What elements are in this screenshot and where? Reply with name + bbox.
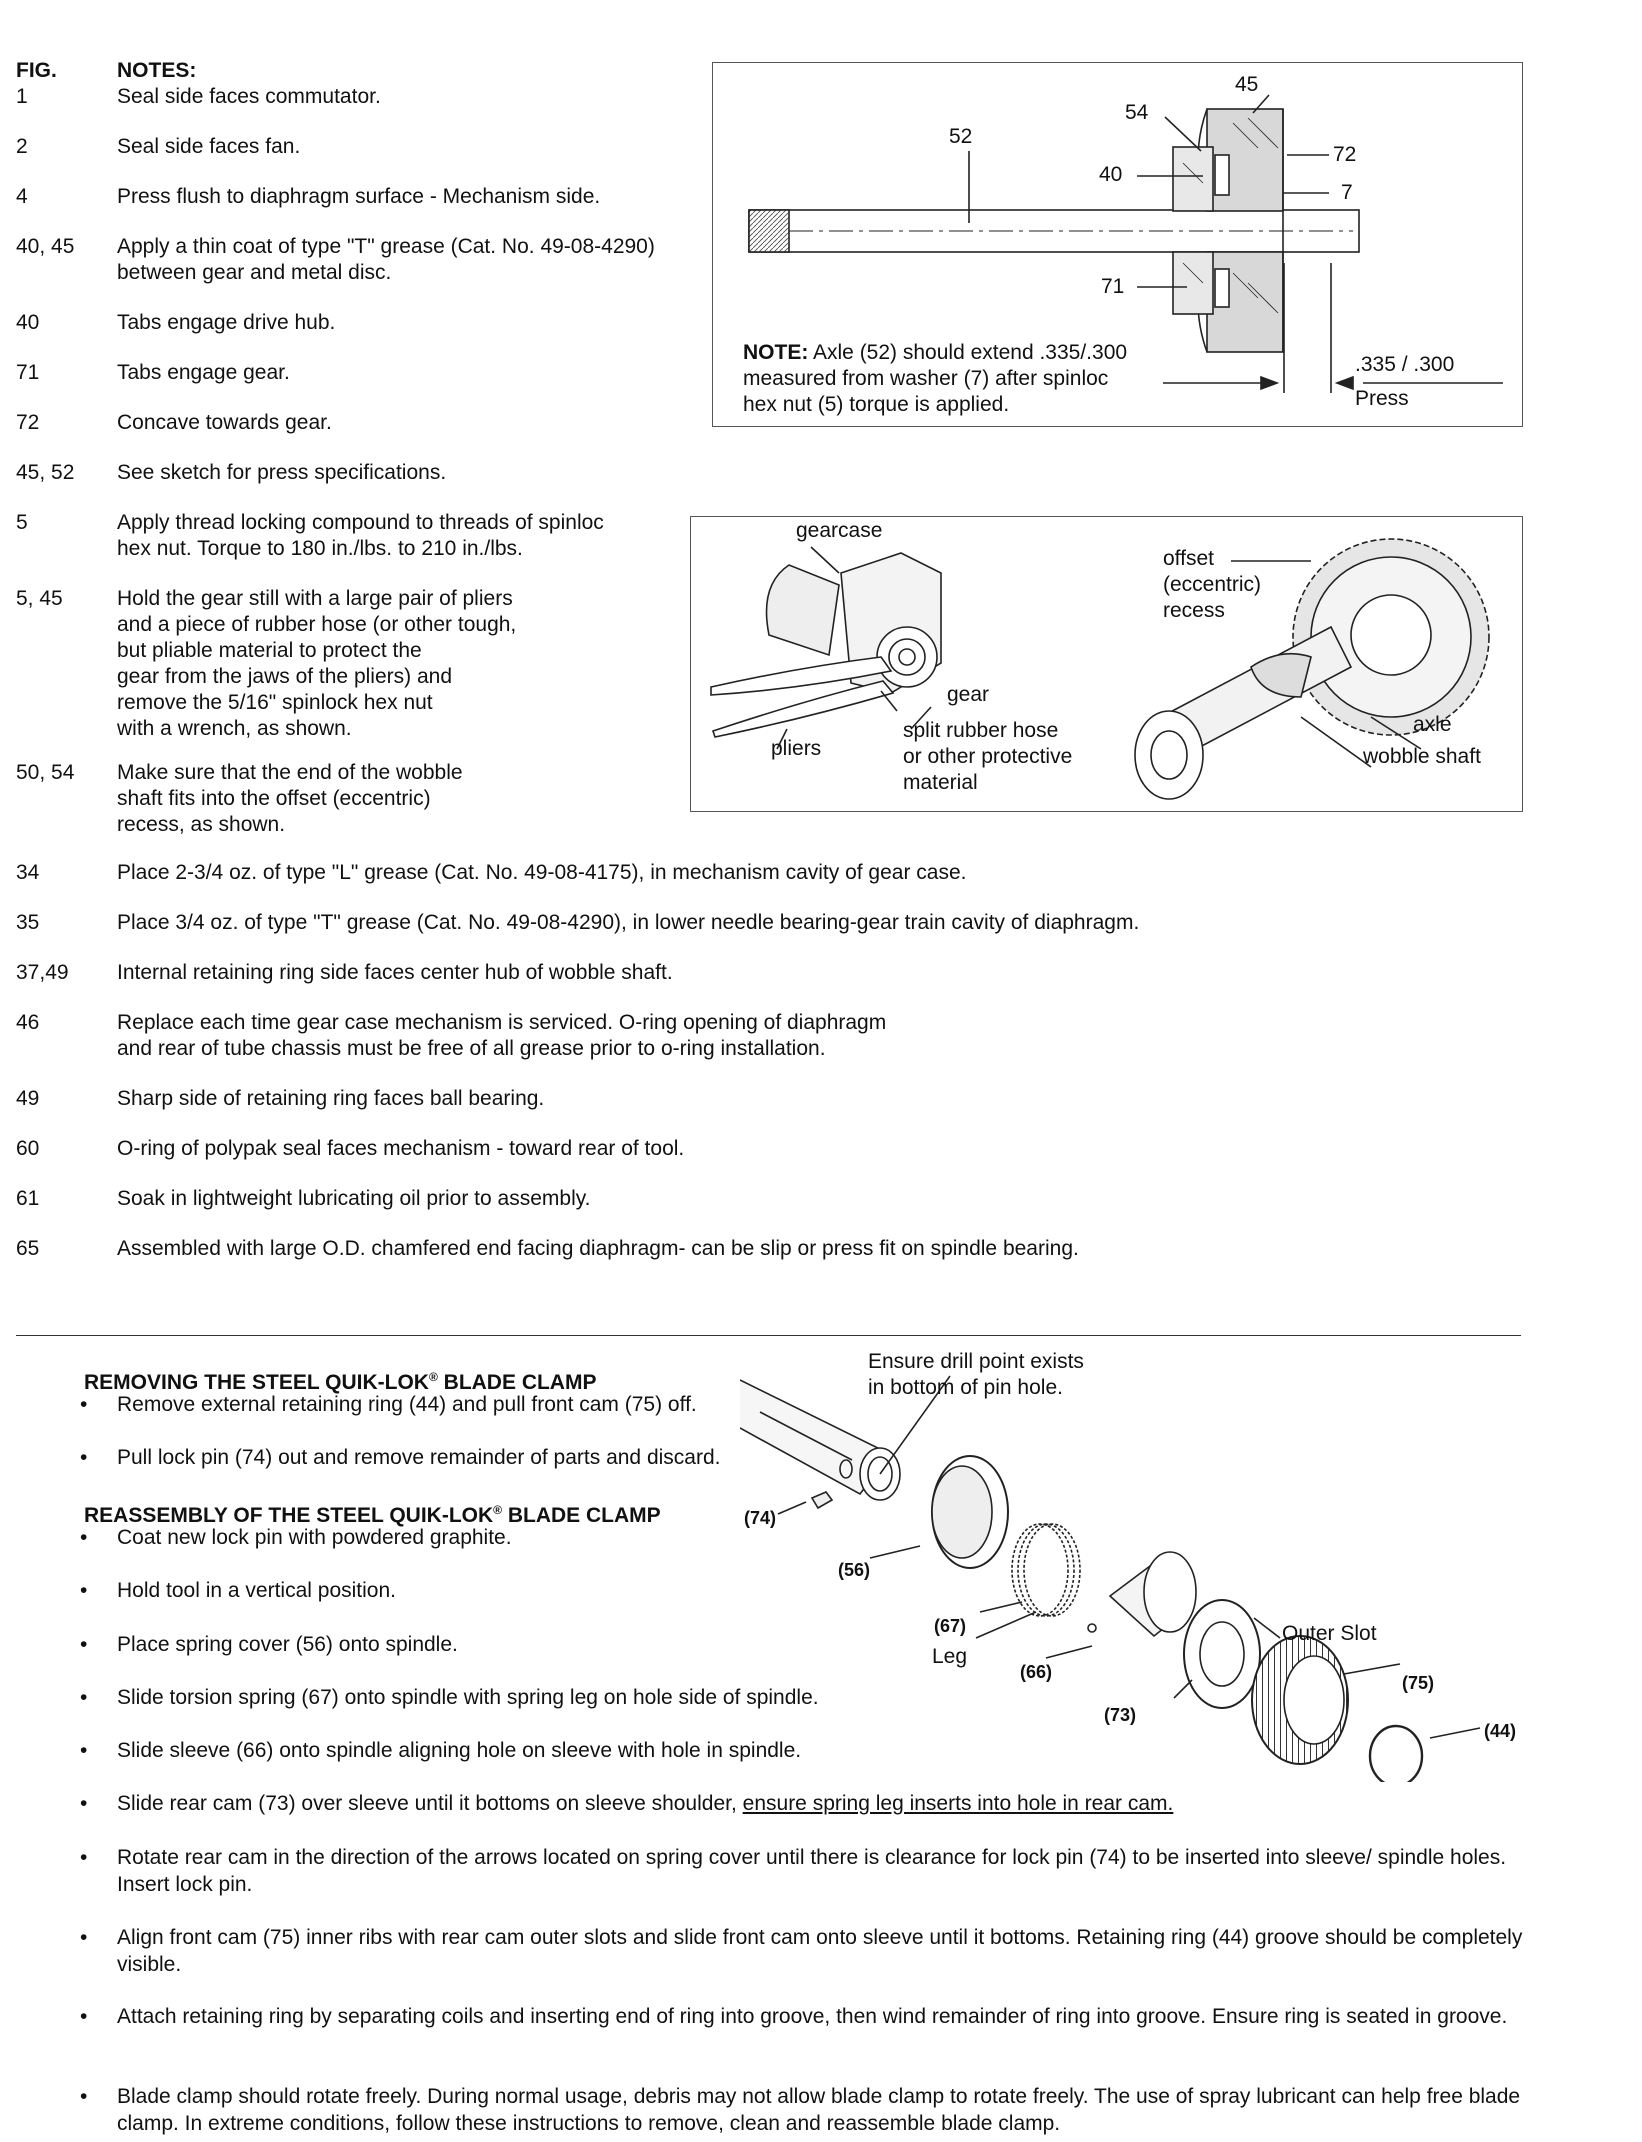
- bullet-mark: •: [80, 1686, 88, 1709]
- bullet-mark: •: [80, 1926, 88, 1949]
- step-text: Rotate rear cam in the direction of the arrows located on spring cover until there is clearance for lock pin (74) to be inserted into sleeve/ spindle holes. Insert lock pin.: [117, 1846, 1507, 1896]
- step-text: Remove external retaining ring (44) and pull front cam (75) off.: [117, 1393, 697, 1416]
- bullet-mark: •: [80, 2085, 88, 2108]
- note-text-line: Replace each time gear case mechanism is serviced. O-ring opening of diaphragm: [117, 1011, 887, 1034]
- note-text-line: Concave towards gear.: [117, 411, 332, 434]
- press-label: Press: [1355, 387, 1409, 410]
- note-text: [117, 84, 381, 110]
- note-fig-number: 45, 52: [16, 461, 75, 484]
- note-text-line: Tabs engage drive hub.: [117, 311, 336, 334]
- gear-removal-diagram: [690, 516, 1523, 812]
- note-text-line: and a piece of rubber hose (or other tough,: [117, 613, 517, 636]
- section-divider: [16, 1335, 1521, 1336]
- dimension-label: .335 / .300: [1355, 353, 1455, 376]
- label-axle: axle: [1413, 713, 1452, 736]
- note-text-line: between gear and metal disc.: [117, 261, 392, 284]
- part-75-label: (75): [1402, 1673, 1435, 1693]
- note-text: [117, 1186, 591, 1212]
- note-text-line: Seal side faces commutator.: [117, 85, 381, 108]
- note-text-line: Apply a thin coat of type "T" grease (Cat. No. 49-08-4290): [117, 235, 655, 258]
- bullet-mark: •: [80, 1393, 88, 1416]
- bullet-mark: •: [80, 1846, 88, 1869]
- note-text: [117, 910, 1139, 936]
- bullet-mark: •: [80, 1792, 88, 1815]
- callout-40: 40: [1099, 163, 1123, 186]
- note-fig-number: 72: [16, 411, 40, 434]
- note-text-line: Make sure that the end of the wobble: [117, 761, 463, 784]
- note-text-line: shaft fits into the offset (eccentric): [117, 787, 431, 810]
- note-text: [117, 760, 463, 838]
- fig-column-header: FIG.: [16, 59, 57, 82]
- label-gear: gear: [947, 683, 990, 706]
- note-text: [117, 586, 516, 742]
- note-text-line: gear from the jaws of the pliers) and: [117, 665, 452, 688]
- drill-note-line2: in bottom of pin hole.: [868, 1376, 1063, 1399]
- callout-54: 54: [1125, 101, 1149, 124]
- bullet-mark: •: [80, 1633, 88, 1656]
- note-text-line: Apply thread locking compound to threads of spinloc: [117, 511, 604, 534]
- note-fig-number: 71: [16, 361, 40, 384]
- note-text: [117, 1010, 886, 1062]
- note-text-line: Sharp side of retaining ring faces ball bearing.: [117, 1087, 545, 1110]
- label-gearcase: gearcase: [796, 519, 883, 542]
- removing-section-title: REMOVING THE STEEL QUIK-LOK® BLADE CLAMP: [84, 1370, 597, 1394]
- note-text: [117, 510, 604, 562]
- step-text: Pull lock pin (74) out and remove remainder of parts and discard.: [117, 1446, 721, 1469]
- part-66-label: (66): [1020, 1662, 1053, 1682]
- note-text: [117, 1086, 544, 1112]
- part-44-label: (44): [1484, 1721, 1517, 1741]
- callout-71: 71: [1101, 275, 1125, 298]
- callout-45: 45: [1235, 73, 1259, 96]
- leg-label: Leg: [932, 1645, 968, 1668]
- callout-52: 52: [949, 125, 973, 148]
- note-text-line: See sketch for press specifications.: [117, 461, 447, 484]
- step-text: Align front cam (75) inner ribs with rear cam outer slots and slide front cam onto sleeve until it bottoms. Retaining ring (44) groove should be completely visible.: [117, 1926, 1523, 1976]
- note-fig-number: 40, 45: [16, 235, 75, 258]
- bullet-mark: •: [80, 1526, 88, 1549]
- note-text-line: Assembled with large O.D. chamfered end facing diaphragm- can be slip or press fit on spindle bearing.: [117, 1237, 1079, 1260]
- note-text-line: with a wrench, as shown.: [117, 717, 352, 740]
- note-fig-number: 61: [16, 1187, 40, 1210]
- bullet-mark: •: [80, 1446, 88, 1469]
- axle-note-line3: hex nut (5) torque is applied.: [743, 393, 1010, 416]
- note-fig-number: 1: [16, 85, 28, 108]
- note-text: [117, 234, 655, 286]
- step-text-underlined: ensure spring leg inserts into hole in rear cam.: [742, 1792, 1174, 1815]
- note-fig-number: 37,49: [16, 961, 69, 984]
- step-text-part: Slide rear cam (73) over sleeve until it bottoms on sleeve shoulder,: [117, 1792, 743, 1815]
- note-fig-number: 60: [16, 1137, 40, 1160]
- note-text: [117, 184, 600, 210]
- note-text-line: recess, as shown.: [117, 813, 286, 836]
- drill-note-line1: Ensure drill point exists: [868, 1350, 1084, 1373]
- label-pliers: pliers: [771, 737, 822, 760]
- note-text-line: hex nut. Torque to 180 in./lbs. to 210 in./lbs.: [117, 537, 523, 560]
- step-text: Hold tool in a vertical position.: [117, 1579, 396, 1602]
- note-text-line: O-ring of polypak seal faces mechanism - toward rear of tool.: [117, 1137, 685, 1160]
- note-text-line: Press flush to diaphragm surface - Mechanism side.: [117, 185, 601, 208]
- note-fig-number: 2: [16, 135, 28, 158]
- outer-slot-label: Outer Slot: [1282, 1622, 1377, 1645]
- note-text: [117, 960, 673, 986]
- note-text: [117, 1236, 1079, 1262]
- label-eccentric: (eccentric): [1163, 573, 1262, 596]
- note-fig-number: 46: [16, 1011, 40, 1034]
- label-hose-line1: split rubber hose: [903, 719, 1059, 742]
- note-text-line: but pliable material to protect the: [117, 639, 422, 662]
- note-text-line: Seal side faces fan.: [117, 135, 301, 158]
- notes-column-header: NOTES:: [117, 59, 197, 82]
- note-text: [117, 134, 300, 160]
- label-wobble-shaft: wobble shaft: [1363, 745, 1481, 768]
- step-text: Place spring cover (56) onto spindle.: [117, 1633, 458, 1656]
- bullet-mark: •: [80, 1579, 88, 1602]
- part-74-label: (74): [744, 1508, 777, 1528]
- step-text: [117, 1790, 1557, 1817]
- note-fig-number: 34: [16, 861, 40, 884]
- note-text-line: Place 3/4 oz. of type "T" grease (Cat. No. 49-08-4290), in lower needle bearing-gear train cavity of diaphragm.: [117, 911, 1140, 934]
- note-text: [117, 460, 446, 486]
- note-fig-number: 35: [16, 911, 40, 934]
- note-fig-number: 40: [16, 311, 40, 334]
- callout-72: 72: [1333, 143, 1357, 166]
- reassembly-section-title: REASSEMBLY OF THE STEEL QUIK-LOK® BLADE CLAMP: [84, 1503, 661, 1527]
- note-text: [117, 310, 335, 336]
- note-fig-number: 5: [16, 511, 28, 534]
- note-text-line: Soak in lightweight lubricating oil prior to assembly.: [117, 1187, 591, 1210]
- label-offset: offset: [1163, 547, 1214, 570]
- label-hose-line3: material: [903, 771, 978, 794]
- step-text: Slide sleeve (66) onto spindle aligning hole on sleeve with hole in spindle.: [117, 1739, 802, 1762]
- note-fig-number: 49: [16, 1087, 40, 1110]
- step-text: Attach retaining ring by separating coils and inserting end of ring into groove, then wind remainder of ring into groove. Ensure ring is seated in groove.: [117, 2005, 1508, 2028]
- callout-7: 7: [1341, 181, 1353, 204]
- note-text-line: Hold the gear still with a large pair of pliers: [117, 587, 513, 610]
- note-text-line: and rear of tube chassis must be free of all grease prior to o-ring installation.: [117, 1037, 826, 1060]
- bullet-mark: •: [80, 2005, 88, 2028]
- note-fig-number: 4: [16, 185, 28, 208]
- note-fig-number: 50, 54: [16, 761, 75, 784]
- bullet-mark: •: [80, 1739, 88, 1762]
- axle-note-line1: NOTE: Axle (52) should extend .335/.300: [743, 341, 1128, 364]
- part-67-label: (67): [934, 1616, 967, 1636]
- axle-press-diagram: [712, 62, 1523, 427]
- note-text-line: Place 2-3/4 oz. of type "L" grease (Cat. No. 49-08-4175), in mechanism cavity of gear case.: [117, 861, 967, 884]
- part-73-label: (73): [1104, 1705, 1137, 1725]
- note-text: [117, 860, 967, 886]
- label-hose-line2: or other protective: [903, 745, 1073, 768]
- note-fig-number: 65: [16, 1237, 40, 1260]
- label-recess: recess: [1163, 599, 1225, 622]
- step-text: Coat new lock pin with powdered graphite.: [117, 1526, 512, 1549]
- note-text-line: Internal retaining ring side faces center hub of wobble shaft.: [117, 961, 673, 984]
- step-text: Slide torsion spring (67) onto spindle with spring leg on hole side of spindle.: [117, 1686, 819, 1709]
- note-text-line: remove the 5/16" spinlock hex nut: [117, 691, 433, 714]
- note-text-line: Tabs engage gear.: [117, 361, 290, 384]
- note-fig-number: 5, 45: [16, 587, 63, 610]
- axle-note-line2: measured from washer (7) after spinloc: [743, 367, 1109, 390]
- part-56-label: (56): [838, 1560, 871, 1580]
- note-text: [117, 360, 290, 386]
- note-text: [117, 410, 332, 436]
- step-text: Blade clamp should rotate freely. During normal usage, debris may not allow blade clamp to rotate freely. The use of spray lubricant can help free blade clamp. In extreme conditions, follow these instructions to remove, clean and reassemble blade clamp.: [117, 2085, 1521, 2135]
- note-text: [117, 1136, 684, 1162]
